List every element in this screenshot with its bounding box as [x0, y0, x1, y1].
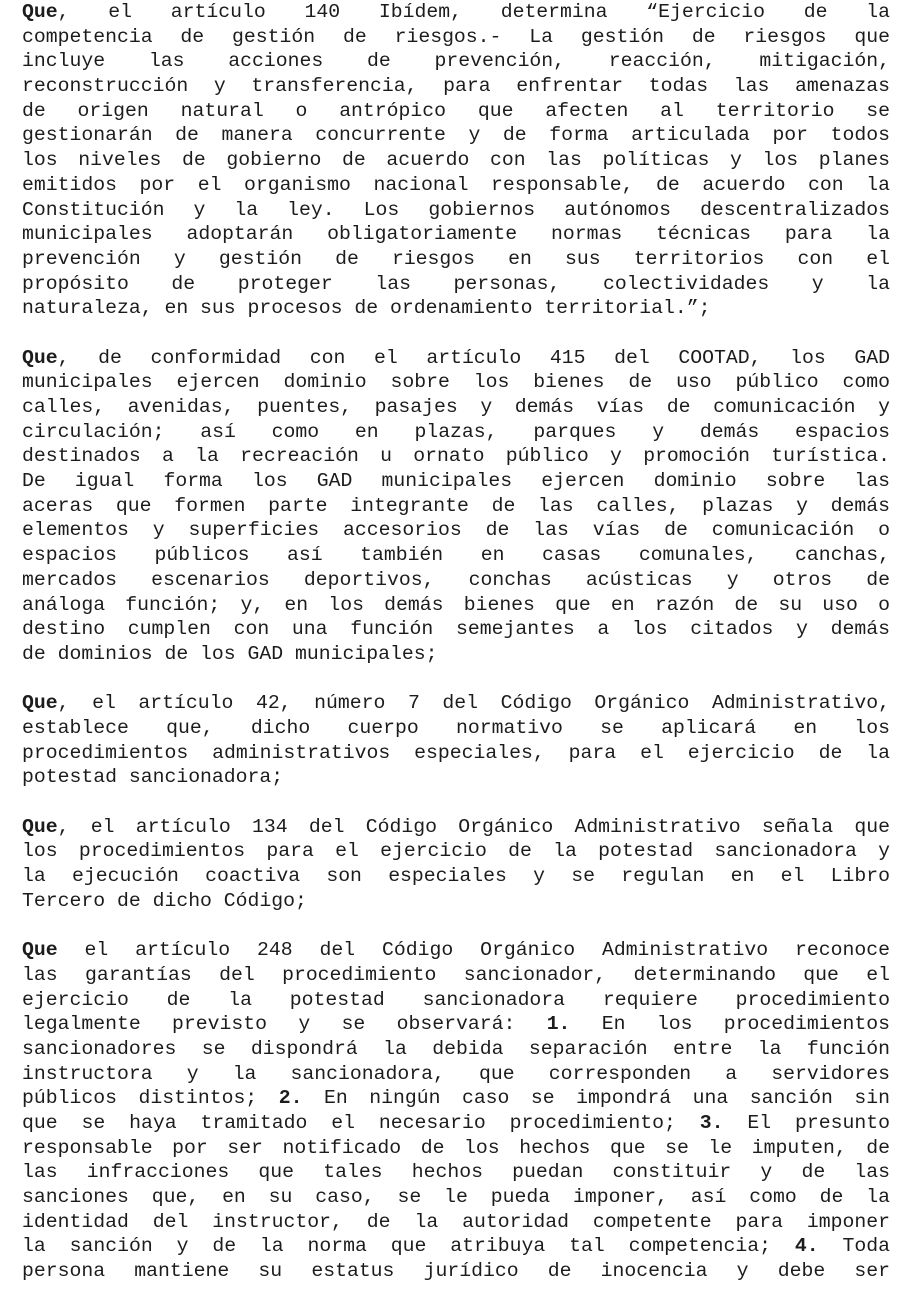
- text-line: [22, 938, 890, 963]
- text-line: [22, 1086, 890, 1111]
- text-line: [22, 839, 890, 864]
- line-text: Tercero de dicho Código;: [22, 889, 307, 912]
- line-text: persona mantiene su estatus jurídico de inocencia y debe ser: [22, 1260, 890, 1283]
- line-text: los niveles de gobierno de acuerdo con las políticas y los planes: [22, 149, 890, 172]
- text-line: [22, 420, 890, 445]
- line-text: la sanción y de la norma que atribuya tal competencia;: [22, 1235, 795, 1258]
- text-line: [22, 617, 890, 642]
- text-line: [22, 765, 890, 790]
- text-line: [22, 1234, 890, 1259]
- text-line: [22, 568, 890, 593]
- line-text: Constitución y la ley. Los gobiernos autónomos descentralizados: [22, 198, 890, 221]
- item-number: 2.: [278, 1087, 303, 1110]
- text-line: [22, 49, 890, 74]
- line-text: el artículo 248 del Código Orgánico Administrativo reconoce: [57, 939, 890, 962]
- text-line: [22, 864, 890, 889]
- paragraph-1: [22, 0, 890, 321]
- line-text: las garantías del procedimiento sancionador, determinando que el: [22, 963, 890, 986]
- line-text: responsable por ser notificado de los hechos que se le imputen, de: [22, 1136, 890, 1159]
- clause-lead-word: Que: [22, 1, 58, 23]
- text-line: [22, 691, 890, 716]
- paragraph-2: [22, 346, 890, 667]
- line-text: reconstrucción y transferencia, para enfrentar todas las amenazas: [22, 75, 890, 98]
- line-text: aceras que formen parte integrante de las calles, plazas y demás: [22, 494, 890, 517]
- line-text: de origen natural o antrópico que afecten al territorio se: [22, 99, 890, 122]
- text-line: [22, 1160, 890, 1185]
- line-text: la ejecución coactiva son especiales y se regulan en el Libro: [22, 865, 890, 888]
- clause-lead-word: Que: [22, 939, 58, 962]
- text-line: [22, 1012, 890, 1037]
- text-line: [22, 963, 890, 988]
- clause-lead-word: Que: [22, 346, 58, 369]
- line-text: prevención y gestión de riesgos en sus territorios con el: [22, 247, 890, 270]
- line-text-continued: En ningún caso se impondrá una sanción sin: [302, 1087, 890, 1110]
- line-text: sancionadores se dispondrá la debida separación entre la función: [22, 1037, 890, 1060]
- text-line: [22, 494, 890, 519]
- line-text: que se haya tramitado el necesario procedimiento;: [22, 1111, 700, 1134]
- text-line: [22, 518, 890, 543]
- paragraph-3: [22, 691, 890, 790]
- text-line: [22, 1185, 890, 1210]
- line-text: , el artículo 134 del Código Orgánico Administrativo señala que: [57, 815, 890, 838]
- text-line: [22, 222, 890, 247]
- line-text: espacios públicos así también en casas comunales, canchas,: [22, 544, 890, 567]
- clause-lead-word: Que: [22, 815, 58, 838]
- line-text: municipales adoptarán obligatoriamente normas técnicas para la: [22, 223, 890, 246]
- text-line: [22, 741, 890, 766]
- text-line: [22, 543, 890, 568]
- paragraph-4: [22, 815, 890, 914]
- text-line: [22, 1136, 890, 1161]
- line-text: naturaleza, en sus procesos de ordenamiento territorial.”;: [22, 297, 711, 320]
- line-text-continued: Toda: [818, 1235, 890, 1258]
- line-text: establece que, dicho cuerpo normativo se aplicará en los: [22, 716, 890, 739]
- text-line: [22, 148, 890, 173]
- line-text: identidad del instructor, de la autoridad competente para imponer: [22, 1210, 890, 1233]
- text-line: [22, 1111, 890, 1136]
- line-text: elementos y superficies accesorios de las vías de comunicación o: [22, 519, 890, 542]
- text-line: [22, 1259, 890, 1284]
- text-line: [22, 815, 890, 840]
- line-text: destinados a la recreación u ornato público y promoción turística.: [22, 445, 890, 468]
- line-text: , el artículo 140 Ibídem, determina “Ejercicio de la: [57, 1, 890, 23]
- line-text: municipales ejercen dominio sobre los bienes de uso público como: [22, 371, 890, 394]
- item-number: 1.: [546, 1013, 571, 1036]
- text-line: [22, 247, 890, 272]
- line-text: ejercicio de la potestad sancionadora requiere procedimiento: [22, 988, 890, 1011]
- line-text: potestad sancionadora;: [22, 766, 284, 789]
- line-text: , de conformidad con el artículo 415 del COOTAD, los GAD: [57, 346, 890, 369]
- line-text: los procedimientos para el ejercicio de la potestad sancionadora y: [22, 840, 890, 863]
- text-line: [22, 99, 890, 124]
- text-line: [22, 123, 890, 148]
- text-line: [22, 74, 890, 99]
- line-text: emitidos por el organismo nacional responsable, de acuerdo con la: [22, 173, 890, 196]
- paragraph-5: [22, 938, 890, 1284]
- text-line: [22, 0, 890, 25]
- item-number: 4.: [794, 1235, 819, 1258]
- text-line: [22, 716, 890, 741]
- text-line: [22, 889, 890, 914]
- line-text: mercados escenarios deportivos, conchas acústicas y otros de: [22, 568, 890, 591]
- text-line: [22, 469, 890, 494]
- line-text: las infracciones que tales hechos puedan constituir y de las: [22, 1161, 890, 1184]
- line-text: instructora y la sancionadora, que corresponden a servidores: [22, 1062, 890, 1085]
- line-text: de dominios de los GAD municipales;: [22, 642, 438, 665]
- line-text: competencia de gestión de riesgos.- La gestión de riesgos que: [22, 25, 890, 48]
- line-text: incluye las acciones de prevención, reacción, mitigación,: [22, 50, 890, 73]
- text-line: [22, 642, 890, 667]
- text-line: [22, 444, 890, 469]
- text-line: [22, 198, 890, 223]
- text-line: [22, 173, 890, 198]
- text-line: [22, 988, 890, 1013]
- text-line: [22, 1210, 890, 1235]
- text-line: [22, 346, 890, 371]
- line-text: análoga función; y, en los demás bienes que en razón de su uso o: [22, 593, 890, 616]
- line-text: procedimientos administrativos especiales, para el ejercicio de la: [22, 741, 890, 764]
- item-number: 3.: [699, 1111, 724, 1134]
- line-text: calles, avenidas, puentes, pasajes y demás vías de comunicación y: [22, 396, 890, 418]
- line-text-continued: El presunto: [723, 1111, 890, 1134]
- line-text: legalmente previsto y se observará:: [22, 1013, 547, 1036]
- line-text: sanciones que, en su caso, se le pueda imponer, así como de la: [22, 1186, 890, 1208]
- text-line: [22, 272, 890, 297]
- clause-lead-word: Que: [22, 692, 58, 715]
- text-line: [22, 370, 890, 395]
- text-line: [22, 296, 890, 321]
- line-text: destino cumplen con una función semejantes a los citados y demás: [22, 618, 890, 641]
- line-text: circulación; así como en plazas, parques y demás espacios: [22, 420, 890, 443]
- text-line: [22, 395, 890, 420]
- line-text: públicos distintos;: [22, 1087, 279, 1110]
- text-line: [22, 25, 890, 50]
- line-text: , el artículo 42, número 7 del Código Orgánico Administrativo,: [57, 692, 890, 715]
- text-line: [22, 1062, 890, 1087]
- line-text: De igual forma los GAD municipales ejercen dominio sobre las: [22, 470, 890, 493]
- line-text-continued: En los procedimientos: [570, 1013, 890, 1036]
- line-text: gestionarán de manera concurrente y de forma articulada por todos: [22, 124, 890, 147]
- line-text: propósito de proteger las personas, colectividades y la: [22, 272, 890, 295]
- document-page: [22, 0, 890, 1308]
- text-line: [22, 593, 890, 618]
- text-line: [22, 1037, 890, 1062]
